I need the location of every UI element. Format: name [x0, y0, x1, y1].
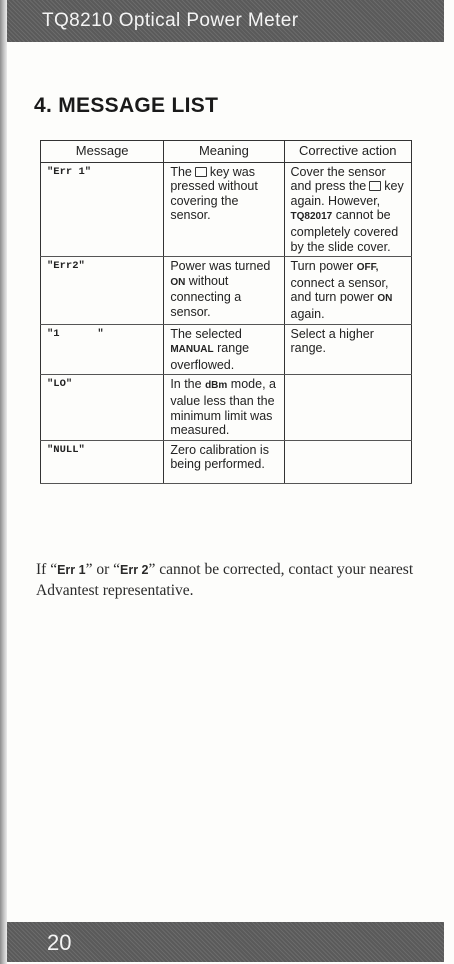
- page-number: 20: [47, 930, 72, 955]
- meaning-cell: [164, 257, 284, 324]
- meaning-text: range overflowed.: [170, 341, 250, 372]
- footer-band: [7, 922, 444, 962]
- corrective-action-cell: [284, 162, 411, 257]
- message-code: "LO": [41, 375, 164, 440]
- table-row: [41, 162, 412, 257]
- action-text: Cover the sensor and press the: [290, 164, 386, 194]
- note-text: If “: [36, 561, 58, 578]
- meaning-text: mode, a value less than the minimum limit was measured.: [170, 377, 276, 438]
- meaning-text: key was pressed without covering the sensor.: [170, 164, 258, 223]
- meaning-text: The: [170, 164, 192, 179]
- keyword-off: OFF,: [356, 262, 379, 274]
- meaning-cell: [164, 162, 284, 257]
- action-text: cannot be completely covered by the slide cover.: [290, 208, 399, 254]
- column-header-corrective-action: Corrective action: [284, 141, 411, 163]
- corrective-action-cell: [284, 440, 411, 483]
- action-text: again.: [290, 306, 325, 321]
- meaning-text: In the: [170, 377, 202, 392]
- corrective-action-cell: [284, 257, 411, 324]
- meaning-text: without connecting a sensor.: [170, 273, 242, 319]
- corrective-action-cell: Select a higher range.: [284, 324, 411, 375]
- section-title: 4. MESSAGE LIST: [34, 94, 219, 117]
- keyword-on: ON: [377, 293, 393, 305]
- zero-key-icon: [195, 167, 207, 177]
- meaning-cell: [164, 324, 284, 375]
- page-header-title: TQ8210 Optical Power Meter: [42, 10, 299, 31]
- message-code: "1 ": [41, 324, 164, 375]
- note-text: ” cannot be corrected, contact your nearest Advantest representative.: [36, 561, 414, 599]
- meaning-text: The selected: [170, 326, 242, 341]
- message-list-table: [40, 140, 412, 484]
- table-row: [41, 375, 412, 440]
- note-error-code: Err 2: [120, 563, 149, 577]
- corrective-action-cell: [284, 375, 411, 440]
- column-header-message: Message: [41, 141, 164, 163]
- keyword-on: ON: [170, 276, 186, 288]
- keyword-manual: MANUAL: [170, 344, 214, 356]
- action-text: connect a sensor, and turn power: [290, 275, 389, 305]
- header-band: [7, 0, 444, 42]
- message-code: "Err2": [41, 257, 164, 324]
- contact-note: [36, 560, 421, 600]
- message-code: "NULL": [41, 440, 164, 483]
- model-number: TQ82017: [290, 211, 333, 223]
- column-header-meaning: Meaning: [164, 141, 284, 163]
- table-row: [41, 440, 412, 483]
- table-row: [41, 324, 412, 375]
- book-spine-shadow: [0, 0, 7, 964]
- meaning-cell: Zero calibration is being performed.: [164, 440, 284, 483]
- zero-key-icon: [369, 181, 381, 191]
- keyword-dbm: dBm: [205, 380, 228, 392]
- meaning-text: Power was turned: [170, 259, 271, 274]
- table-row: [41, 257, 412, 324]
- table-header-row: [41, 141, 412, 163]
- note-error-code: Err 1: [57, 563, 86, 577]
- action-text: Turn power: [290, 259, 354, 274]
- meaning-cell: [164, 375, 284, 440]
- note-text: ” or “: [85, 561, 120, 578]
- action-text: key again. However,: [290, 179, 404, 208]
- message-code: "Err 1": [41, 162, 164, 257]
